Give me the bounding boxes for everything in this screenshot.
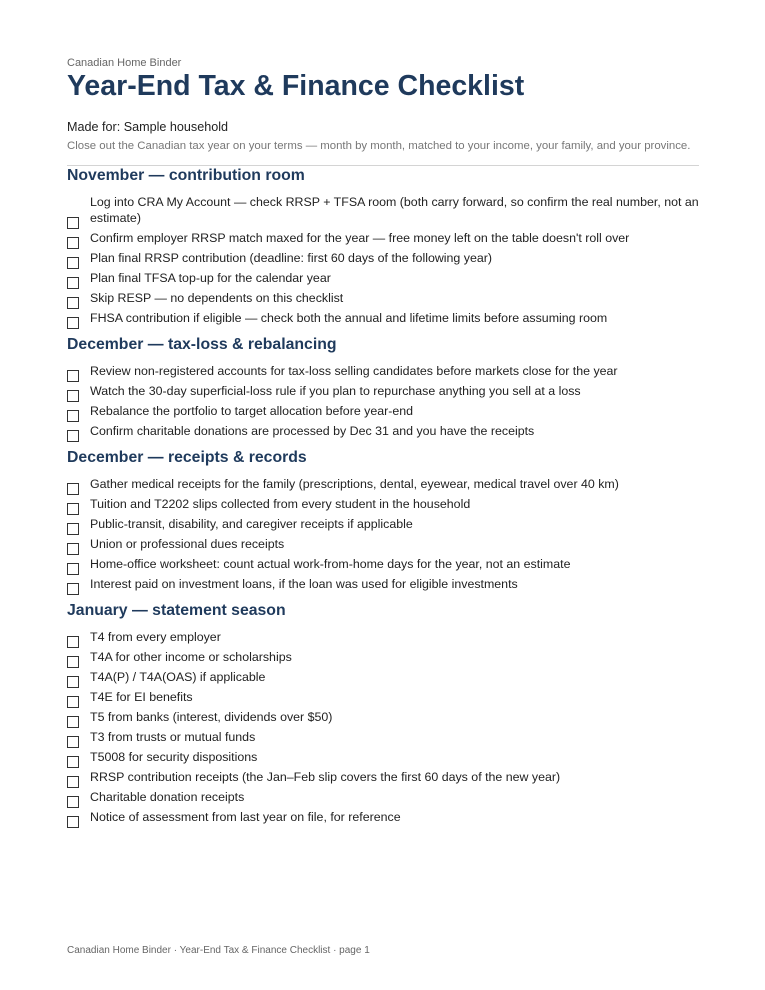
checklist-item (67, 250, 699, 266)
checkbox[interactable] (67, 297, 79, 309)
checkbox[interactable] (67, 217, 79, 229)
checklist-item (67, 649, 699, 665)
checklist-item-label: Tuition and T2202 slips collected from every student in the household (90, 497, 471, 511)
checkbox[interactable] (67, 430, 79, 442)
checklist-item (67, 363, 699, 379)
checklist-item (67, 290, 699, 306)
checklist-item-label: Charitable donation receipts (90, 790, 245, 804)
checklist-item-label: Notice of assessment from last year on file, for reference (90, 810, 401, 824)
checklist-section (67, 166, 699, 326)
checkbox[interactable] (67, 277, 79, 289)
checklist-sections (67, 166, 699, 825)
checklist-item-label: T4A for other income or scholarships (90, 650, 292, 664)
checklist-item (67, 729, 699, 745)
checklist-section (67, 601, 699, 825)
checklist-item (67, 230, 699, 246)
checklist-item (67, 629, 699, 645)
checklist-items (67, 363, 699, 439)
checklist-item (67, 749, 699, 765)
checklist-item (67, 310, 699, 326)
checklist-item (67, 194, 699, 226)
checklist-item (67, 709, 699, 725)
checkbox[interactable] (67, 656, 79, 668)
checklist-item (67, 403, 699, 419)
checkbox[interactable] (67, 796, 79, 808)
checkbox[interactable] (67, 563, 79, 575)
checklist-page (67, 56, 699, 829)
checklist-item (67, 789, 699, 805)
checkbox[interactable] (67, 503, 79, 515)
checklist-item-label: T4A(P) / T4A(OAS) if applicable (90, 670, 266, 684)
checklist-item (67, 423, 699, 439)
intro-paragraph: Close out the Canadian tax year on your terms — month by month, matched to your income, your family, and your province. (67, 140, 691, 152)
checklist-item (67, 496, 699, 512)
binder-eyebrow: Canadian Home Binder (67, 57, 182, 69)
checklist-item (67, 576, 699, 592)
checklist-item-label: Gather medical receipts for the family (prescriptions, dental, eyewear, medical travel over 40 km) (90, 477, 619, 491)
checkbox[interactable] (67, 317, 79, 329)
checklist-section (67, 335, 699, 439)
page-footer: Canadian Home Binder · Year-End Tax & Finance Checklist · page 1 (67, 945, 370, 956)
checklist-item-label: Rebalance the portfolio to target allocation before year-end (90, 404, 414, 418)
checkbox[interactable] (67, 483, 79, 495)
checklist-item-label: Plan final RRSP contribution (deadline: first 60 days of the following year) (90, 251, 492, 265)
checkbox[interactable] (67, 696, 79, 708)
checklist-item-label: Interest paid on investment loans, if the loan was used for eligible investments (90, 577, 518, 591)
checklist-item (67, 476, 699, 492)
checklist-item-label: T4 from every employer (90, 630, 221, 644)
checklist-item (67, 689, 699, 705)
checklist-item-label: Log into CRA My Account — check RRSP + TFSA room (both carry forward, so confirm the real number, not an estimate) (90, 195, 699, 225)
checklist-item-label: Home-office worksheet: count actual work-from-home days for the year, not an estimate (90, 557, 571, 571)
section-heading: November — contribution room (67, 167, 305, 184)
checklist-item-label: FHSA contribution if eligible — check both the annual and lifetime limits before assuming room (90, 311, 608, 325)
checklist-item-label: Public-transit, disability, and caregiver receipts if applicable (90, 517, 413, 531)
section-heading: December — receipts & records (67, 449, 307, 466)
checklist-item-label: Skip RESP — no dependents on this checklist (90, 291, 344, 305)
checklist-item-label: Confirm charitable donations are processed by Dec 31 and you have the receipts (90, 424, 535, 438)
checkbox[interactable] (67, 756, 79, 768)
checkbox[interactable] (67, 816, 79, 828)
checklist-item (67, 270, 699, 286)
checkbox[interactable] (67, 543, 79, 555)
checklist-item-label: T5008 for security dispositions (90, 750, 258, 764)
checkbox[interactable] (67, 716, 79, 728)
checkbox[interactable] (67, 523, 79, 535)
checklist-item-label: RRSP contribution receipts (the Jan–Feb slip covers the first 60 days of the new year) (90, 770, 561, 784)
checkbox[interactable] (67, 257, 79, 269)
checklist-item (67, 383, 699, 399)
checklist-item (67, 536, 699, 552)
checklist-items (67, 194, 699, 326)
checkbox[interactable] (67, 583, 79, 595)
section-heading: December — tax-loss & rebalancing (67, 336, 337, 353)
checklist-item-label: Plan final TFSA top-up for the calendar year (90, 271, 331, 285)
checkbox[interactable] (67, 370, 79, 382)
checklist-item (67, 669, 699, 685)
checklist-item-label: T5 from banks (interest, dividends over $50) (90, 710, 333, 724)
checklist-item-label: T3 from trusts or mutual funds (90, 730, 256, 744)
section-heading: January — statement season (67, 602, 286, 619)
checkbox[interactable] (67, 736, 79, 748)
checklist-item-label: Confirm employer RRSP match maxed for the year — free money left on the table doesn't roll over (90, 231, 630, 245)
checklist-items (67, 629, 699, 825)
checklist-section (67, 448, 699, 592)
checklist-item (67, 769, 699, 785)
checkbox[interactable] (67, 237, 79, 249)
checklist-item-label: Union or professional dues receipts (90, 537, 285, 551)
checkbox[interactable] (67, 410, 79, 422)
checklist-item-label: Watch the 30-day superficial-loss rule if you plan to repurchase anything you sell at a loss (90, 384, 581, 398)
checklist-item (67, 556, 699, 572)
checkbox[interactable] (67, 676, 79, 688)
checklist-item-label: Review non-registered accounts for tax-loss selling candidates before markets close for the year (90, 364, 618, 378)
checkbox[interactable] (67, 636, 79, 648)
checklist-items (67, 476, 699, 592)
checkbox[interactable] (67, 390, 79, 402)
made-for-line: Made for: Sample household (67, 120, 229, 134)
page-title: Year-End Tax & Finance Checklist (67, 70, 525, 102)
checkbox[interactable] (67, 776, 79, 788)
checklist-item (67, 516, 699, 532)
checklist-item-label: T4E for EI benefits (90, 690, 193, 704)
checklist-item (67, 809, 699, 825)
